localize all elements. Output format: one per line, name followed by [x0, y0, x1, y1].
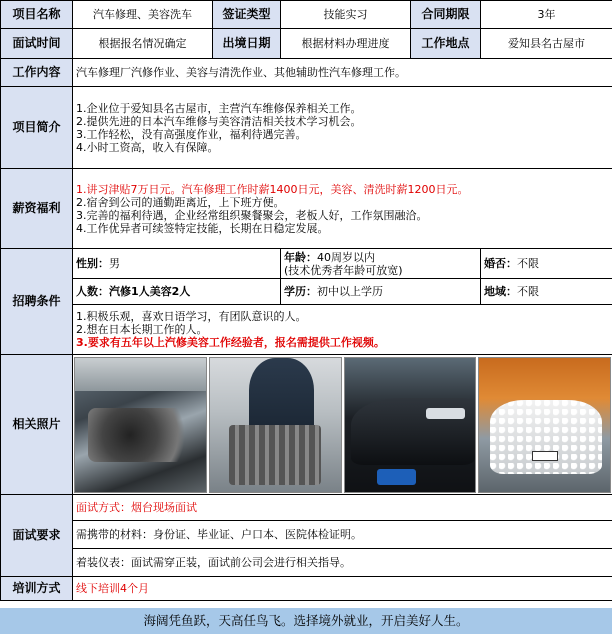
- intro-content: [73, 87, 612, 169]
- footer-slogan: 海阔凭鱼跃，天高任鸟飞。选择境外就业，开启美好人生。: [0, 608, 612, 634]
- count-cell: [73, 279, 281, 305]
- interview-materials: 需携带的材料：身份证、毕业证、户口本、医院体检证明。: [73, 521, 612, 549]
- row-interview-2: [1, 521, 612, 549]
- age-cell: [281, 249, 481, 279]
- departure-label: 出境日期: [213, 29, 281, 59]
- row-recruit-3: [1, 305, 612, 355]
- count-value: 汽修1人美容2人: [109, 285, 191, 298]
- location-label: 工作地点: [411, 29, 481, 59]
- row-photos: [1, 355, 612, 495]
- photos-label: 相关照片: [1, 355, 73, 495]
- edu-cell: [281, 279, 481, 305]
- training-value: 线下培训4个月: [73, 577, 612, 601]
- photo-engine-bay: [74, 357, 207, 493]
- married-label: 婚否：: [484, 257, 517, 270]
- row-recruit-2: [1, 279, 612, 305]
- recruit-requirements: [73, 305, 612, 355]
- salary-line: 4.工作优异者可续签特定技能，长期在日稳定发展。: [76, 221, 329, 235]
- row-interview-3: [1, 549, 612, 577]
- age-value: 40周岁以内: [317, 250, 375, 264]
- gender-label: 性别：: [76, 257, 109, 270]
- training-label: 培训方式: [1, 577, 73, 601]
- row-interview-time: [1, 29, 612, 59]
- departure-value: 根据材料办理进度: [281, 29, 411, 59]
- intro-label: 项目简介: [1, 87, 73, 169]
- interview-time-label: 面试时间: [1, 29, 73, 59]
- interview-method: 面试方式：烟台现场面试: [73, 495, 612, 521]
- region-value: 不限: [517, 285, 539, 298]
- row-recruit-1: [1, 249, 612, 279]
- salary-label: 薪资福利: [1, 169, 73, 249]
- interview-time-value: 根据报名情况确定: [73, 29, 213, 59]
- project-name-value: 汽车修理、美容洗车: [73, 1, 213, 29]
- location-value: 爱知县名古屋市: [481, 29, 612, 59]
- age-label: 年龄：: [284, 250, 317, 264]
- project-name-label: 项目名称: [1, 1, 73, 29]
- gender-value: 男: [109, 257, 120, 270]
- visa-type-value: 技能实习: [281, 1, 411, 29]
- salary-content: [73, 169, 612, 249]
- contract-value: 3年: [481, 1, 612, 29]
- salary-line: 2.宿舍到公司的通勤距离近，上下班方便。: [76, 195, 285, 209]
- edu-label: 学历：: [284, 285, 317, 298]
- intro-line: 2.提供先进的日本汽车维修与美容清洁相关技术学习机会。: [76, 114, 362, 128]
- married-value: 不限: [517, 257, 539, 270]
- salary-line: 1.讲习津贴7万日元。汽车修理工作时薪1400日元，美容、清洗时薪1200日元。: [76, 182, 469, 196]
- region-label: 地域：: [484, 285, 517, 298]
- count-label: 人数：: [76, 285, 109, 298]
- work-label: 工作内容: [1, 59, 73, 87]
- recruit-line: 1.积极乐观，喜欢日语学习，有团队意识的人。: [76, 310, 307, 323]
- recruit-label: 招聘条件: [1, 249, 73, 355]
- photo-car-cleaning: [344, 357, 477, 493]
- married-cell: [481, 249, 612, 279]
- visa-type-label: 签证类型: [213, 1, 281, 29]
- photo-mechanic-engine: [209, 357, 342, 493]
- edu-value: 初中以上学历: [317, 285, 383, 298]
- row-training: [1, 577, 612, 601]
- row-salary: [1, 169, 612, 249]
- interview-attire: 着装仪表：面试需穿正装，面试前公司会进行相关指导。: [73, 549, 612, 577]
- recruit-highlight: 3.要求有五年以上汽修美容工作经验者，报名需提供工作视频。: [76, 336, 385, 349]
- gender-cell: [73, 249, 281, 279]
- row-work: [1, 59, 612, 87]
- region-cell: [481, 279, 612, 305]
- row-interview-1: [1, 495, 612, 521]
- row-project: [1, 1, 612, 29]
- intro-line: 3.工作轻松，没有高强度作业，福利待遇完善。: [76, 127, 307, 141]
- intro-line: 1.企业位于爱知县名古屋市，主营汽车维修保养相关工作。: [76, 101, 362, 115]
- work-value: 汽车修理厂汽修作业、美容与清洗作业、其他辅助性汽车修理工作。: [73, 59, 612, 87]
- photo-car-wash-foam: [478, 357, 611, 493]
- interview-label: 面试要求: [1, 495, 73, 577]
- photos-cell: [73, 355, 612, 495]
- intro-line: 4.小时工资高，收入有保障。: [76, 140, 219, 154]
- salary-line: 3.完善的福利待遇，企业经常组织聚餐聚会，老板人好，工作氛围融洽。: [76, 208, 428, 222]
- row-intro: [1, 87, 612, 169]
- photo-strip: [74, 357, 611, 493]
- age-note: (技术优秀者年龄可放宽): [284, 263, 403, 277]
- contract-label: 合同期限: [411, 1, 481, 29]
- recruit-line: 2.想在日本长期工作的人。: [76, 323, 208, 336]
